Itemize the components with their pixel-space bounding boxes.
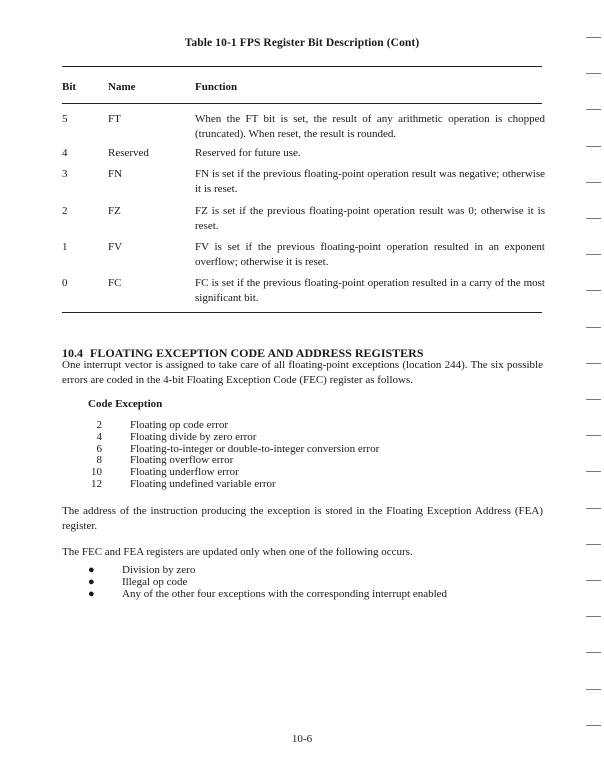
cell-function: Reserved for future use. [195, 147, 301, 159]
cell-name: FV [108, 241, 123, 253]
cell-function: When the FT bit is set, the result of any arithmetic operation is chopped (truncated). When reset, the result is rounded. [195, 113, 545, 140]
table-bottom-rule [62, 312, 542, 313]
cell-name: Reserved [108, 147, 149, 159]
code-value: 12 [91, 477, 102, 490]
section-intro-paragraph: One interrupt vector is assigned to take care of all floating-point exceptions (location 244). The six possible errors are coded in the 4-bit Floating Exception Code (FEC) register as follows. [62, 359, 543, 386]
bullet-text: Illegal op code [122, 575, 188, 588]
table-caption: Table 10-1 FPS Register Bit Description (Cont) [184, 37, 420, 49]
bullet-icon: ● [88, 587, 95, 600]
margin-mark [586, 327, 601, 328]
bullet-icon: ● [88, 564, 95, 576]
code-value: 6 [96, 442, 102, 455]
margin-mark [586, 508, 601, 509]
bullet-text: Division by zero [122, 564, 196, 576]
margin-mark [586, 580, 601, 581]
margin-mark [586, 471, 601, 472]
cell-bit: 1 [62, 241, 68, 253]
cell-function: FV is set if the previous floating-point operation resulted in an exponent overflow; otherwise it is reset. [195, 241, 545, 268]
margin-mark [586, 689, 601, 690]
cell-function: FN is set if the previous floating-point operation result was negative; otherwise it is reset. [195, 168, 545, 195]
code-exception: Floating op code error [130, 419, 229, 431]
margin-mark [586, 254, 601, 255]
code-exception: Floating underflow error [130, 466, 239, 479]
margin-mark [586, 725, 601, 726]
cell-bit: 5 [62, 113, 68, 125]
column-header-bit: Bit [62, 81, 77, 93]
code-exception: Floating undefined variable error [130, 477, 276, 490]
cell-name: FZ [108, 205, 121, 217]
cell-name: FT [108, 113, 121, 125]
code-value: 8 [96, 454, 102, 467]
margin-mark [586, 146, 601, 147]
margin-mark [586, 37, 601, 38]
margin-mark [586, 435, 601, 436]
margin-mark [586, 399, 601, 400]
margin-mark [586, 109, 601, 110]
cell-name: FN [108, 168, 123, 180]
margin-mark [586, 182, 601, 183]
fea-paragraph: The address of the instruction producing the exception is stored in the Floating Exception Address (FEA) register. [62, 505, 543, 532]
cell-name: FC [108, 277, 122, 289]
section-number: 10.4 [62, 346, 83, 360]
code-table-header: Code Exception [88, 398, 163, 410]
cell-function: FC is set if the previous floating-point operation resulted in a carry of the most significant bit. [195, 277, 545, 304]
margin-mark [586, 544, 601, 545]
code-exception: Floating-to-integer or double-to-integer conversion error [130, 442, 380, 455]
margin-mark [586, 616, 601, 617]
column-header-function: Function [195, 81, 238, 93]
margin-mark [586, 290, 601, 291]
cell-function: FZ is set if the previous floating-point operation result was 0; otherwise it is reset. [195, 205, 545, 232]
column-header-name: Name [108, 81, 136, 93]
table-top-rule [62, 66, 542, 67]
code-value: 10 [91, 466, 102, 479]
code-value: 2 [96, 419, 102, 431]
table-header-rule [62, 103, 542, 104]
cell-bit: 2 [62, 205, 68, 217]
bullet-icon: ● [88, 575, 95, 588]
margin-mark [586, 73, 601, 74]
margin-mark [586, 218, 601, 219]
margin-mark [586, 363, 601, 364]
section-title: FLOATING EXCEPTION CODE AND ADDRESS REGISTERS [90, 346, 424, 360]
code-exception: Floating overflow error [130, 454, 234, 467]
page-number: 10-6 [291, 733, 313, 745]
cell-bit: 4 [62, 147, 68, 159]
margin-mark [586, 652, 601, 653]
cell-bit: 0 [62, 277, 68, 289]
code-value: 4 [96, 430, 102, 443]
bullet-text: Any of the other four exceptions with the corresponding interrupt enabled [122, 587, 448, 600]
cell-bit: 3 [62, 168, 68, 180]
code-exception: Floating divide by zero error [130, 430, 257, 443]
update-paragraph: The FEC and FEA registers are updated only when one of the following occurs. [62, 546, 413, 558]
